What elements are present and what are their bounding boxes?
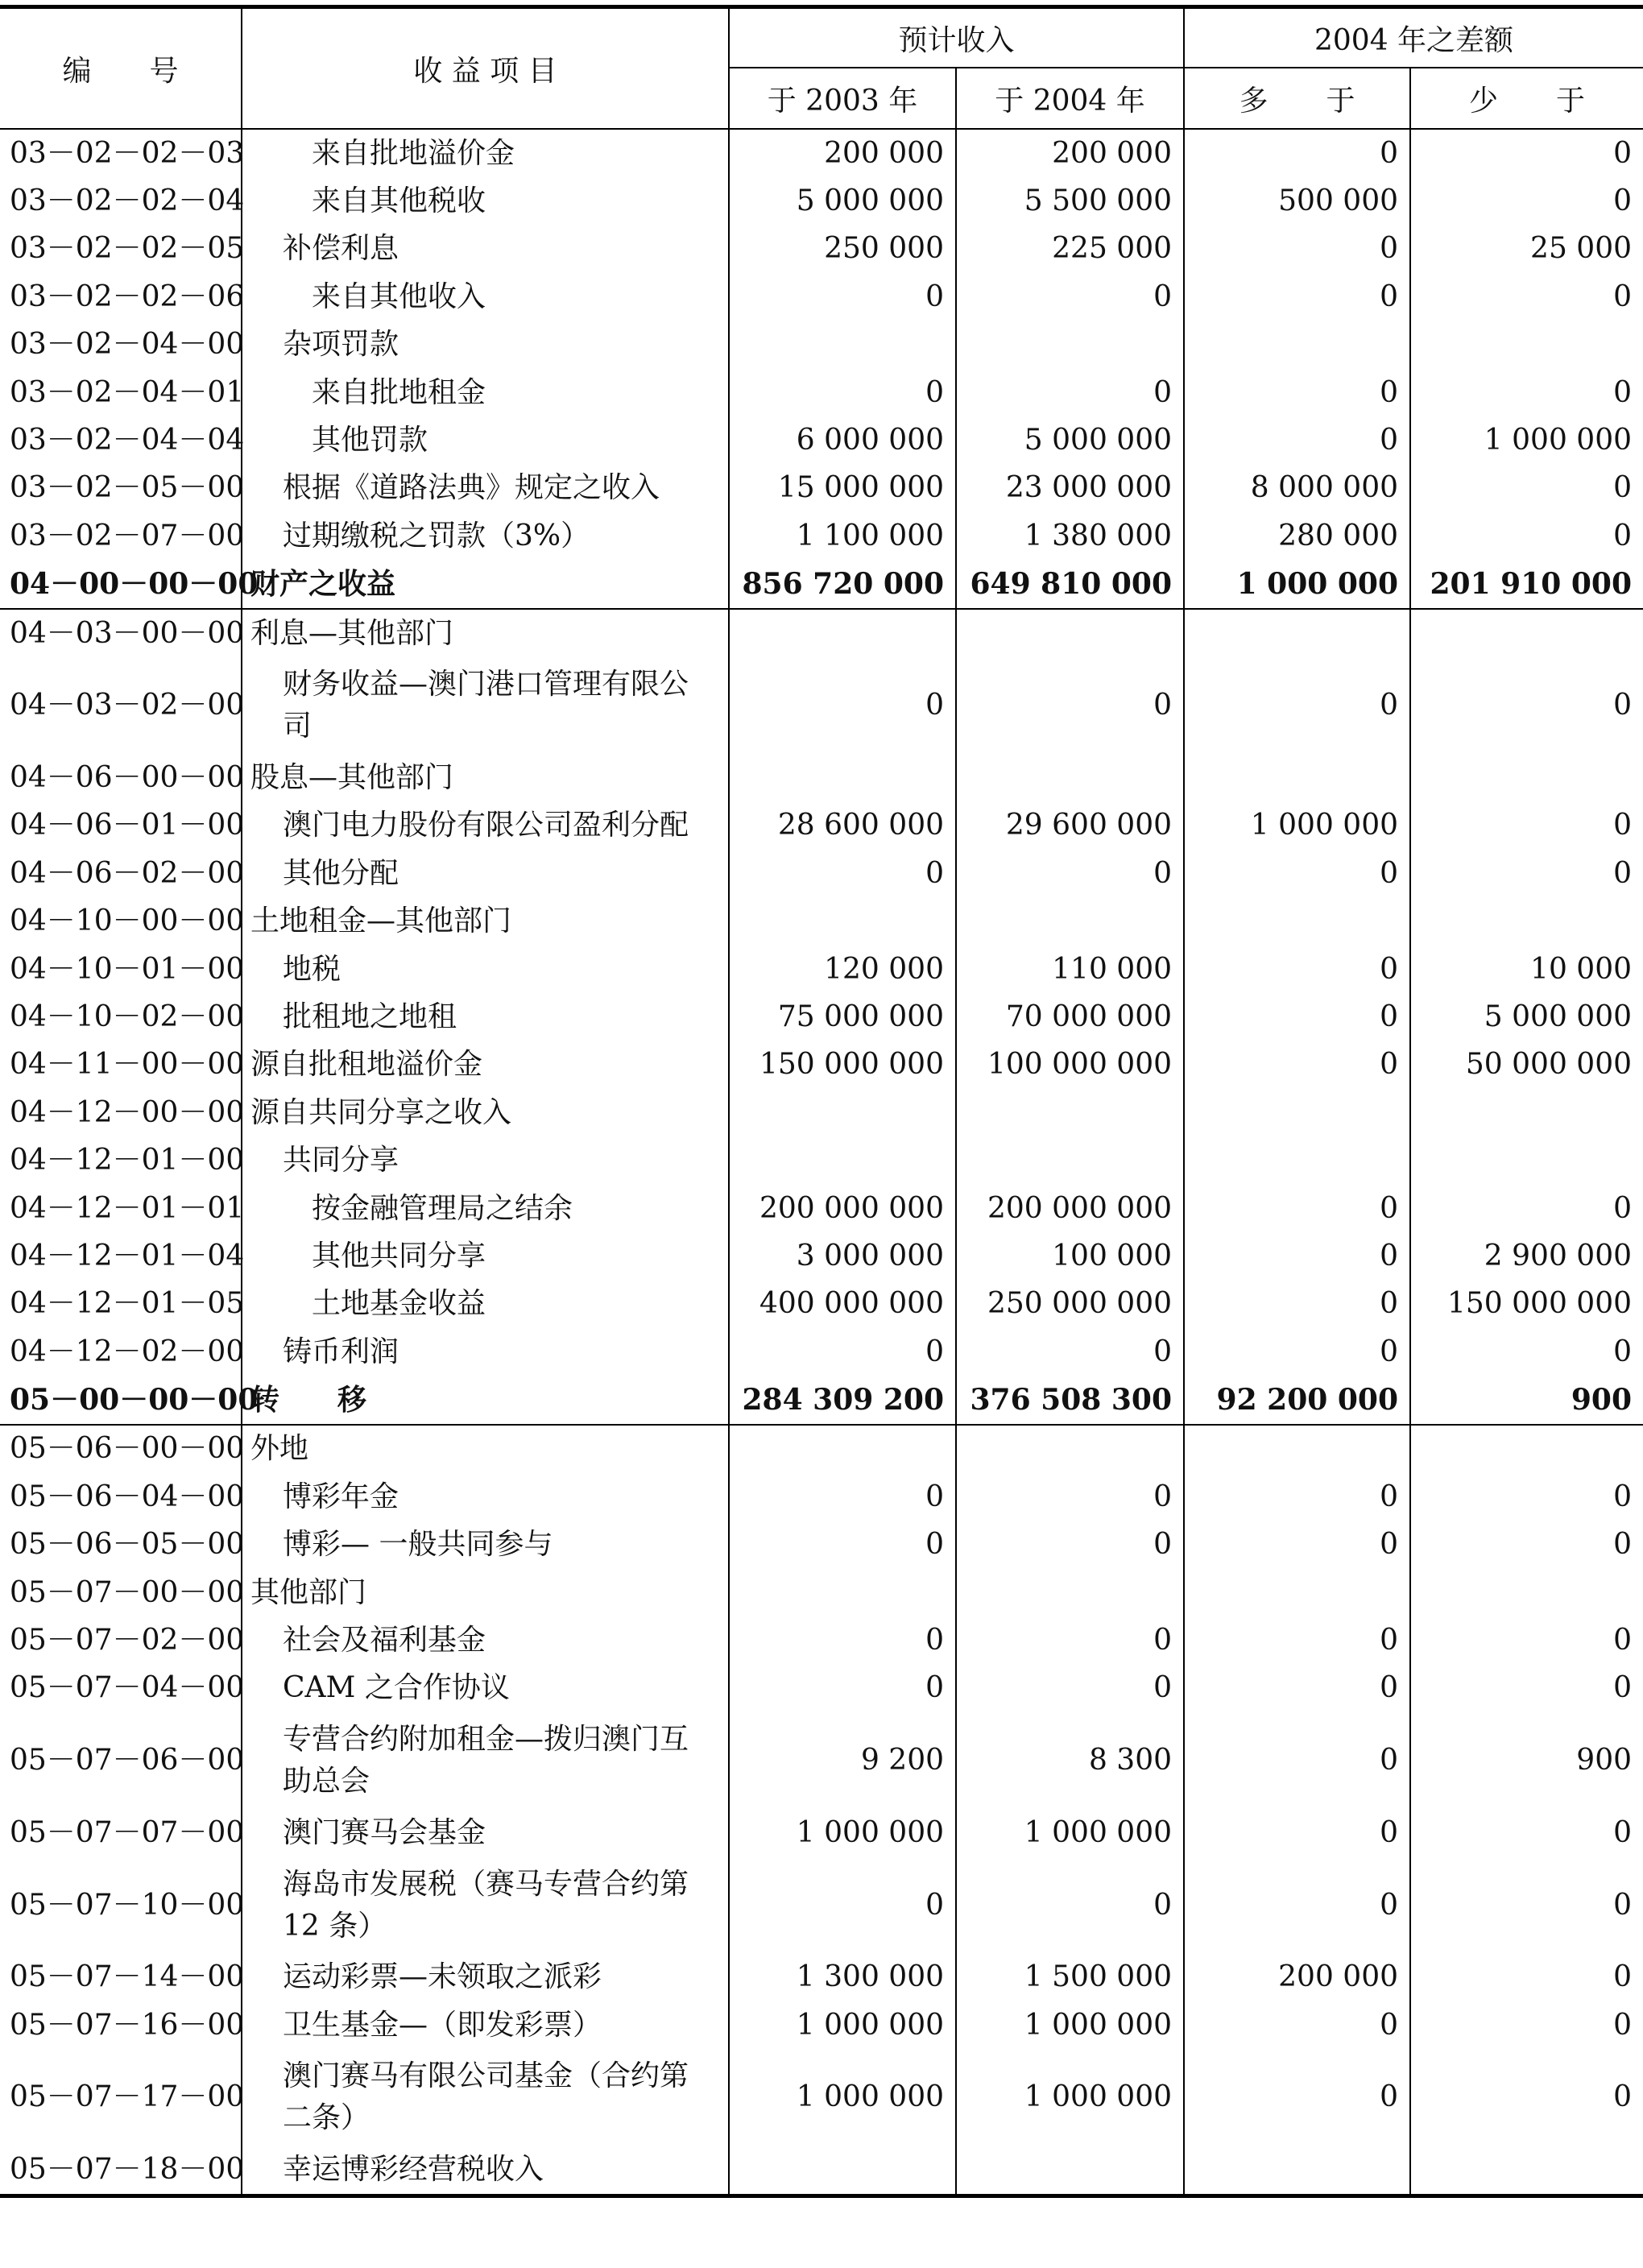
row-code: 04－10－00－00 xyxy=(0,897,242,945)
row-forecast-2003: 400 000 000 xyxy=(729,1281,956,1328)
row-forecast-2003 xyxy=(729,609,956,657)
row-diff-more xyxy=(1184,754,1410,801)
row-diff-less: 201 910 000 xyxy=(1410,561,1643,609)
row-forecast-2003 xyxy=(729,1425,956,1473)
row-code: 03－02－04－04 xyxy=(0,416,242,464)
row-forecast-2003: 75 000 000 xyxy=(729,993,956,1041)
table-row xyxy=(0,273,1643,321)
row-diff-less: 0 xyxy=(1613,136,1633,170)
row-forecast-2003: 15 000 000 xyxy=(729,465,956,512)
row-code: 05－07－18－00 xyxy=(0,2146,242,2196)
row-item: 转 移 xyxy=(242,1376,729,1424)
row-diff-less xyxy=(1410,754,1643,801)
table-row xyxy=(0,129,1643,177)
row-diff-less: 0 xyxy=(1613,471,1633,505)
table-row xyxy=(0,321,1643,369)
row-forecast-2003: 120 000 xyxy=(729,946,956,993)
row-forecast-2003: 1 000 000 xyxy=(729,2049,956,2146)
row-diff-more: 0 xyxy=(1184,850,1410,897)
row-item: 来自批地租金 xyxy=(242,369,729,416)
header-2004: 于 2004 年 xyxy=(956,68,1184,129)
row-code: 03－02－07－00 xyxy=(0,512,242,560)
row-diff-more: 1 000 000 xyxy=(1184,561,1410,609)
table-row xyxy=(0,1425,1643,1473)
row-forecast-2004: 0 xyxy=(956,1328,1184,1376)
row-item: 源自批租地溢价金 xyxy=(242,1041,729,1089)
row-item: 利息—其他部门 xyxy=(242,609,729,657)
row-forecast-2004: 5 500 000 xyxy=(956,177,1184,225)
row-diff-less: 2 900 000 xyxy=(1484,1239,1633,1273)
row-forecast-2004: 100 000 xyxy=(956,1232,1184,1280)
row-diff-less: 0 xyxy=(1613,1528,1633,1562)
row-forecast-2003: 200 000 xyxy=(729,129,956,177)
row-diff-less: 0 xyxy=(1613,1480,1633,1513)
row-forecast-2003: 0 xyxy=(729,1857,956,1954)
table-row xyxy=(0,993,1643,1041)
row-diff-more: 280 000 xyxy=(1184,512,1410,560)
row-item: CAM 之合作协议 xyxy=(242,1665,729,1712)
row-forecast-2003: 6 000 000 xyxy=(729,416,956,464)
table-row xyxy=(0,1857,1643,1954)
row-diff-less: 0 xyxy=(1613,1671,1633,1705)
row-diff-more xyxy=(1184,609,1410,657)
row-diff-more: 8 000 000 xyxy=(1184,465,1410,512)
row-forecast-2003 xyxy=(729,754,956,801)
row-item: 来自其他税收 xyxy=(242,177,729,225)
row-item: 澳门赛马会基金 xyxy=(242,1809,729,1856)
row-code: 05－07－14－00 xyxy=(0,1954,242,2001)
table-row xyxy=(0,416,1643,464)
table-row xyxy=(0,465,1643,512)
table-row xyxy=(0,226,1643,273)
row-forecast-2004 xyxy=(956,754,1184,801)
row-diff-more xyxy=(1184,1136,1410,1184)
row-forecast-2004: 100 000 000 xyxy=(956,1041,1184,1089)
row-diff-more: 0 xyxy=(1184,369,1410,416)
row-forecast-2003: 0 xyxy=(729,657,956,754)
row-item: 批租地之地租 xyxy=(242,993,729,1041)
row-diff-more: 0 xyxy=(1184,1281,1410,1328)
row-diff-more: 0 xyxy=(1184,1857,1410,1954)
row-code: 05－07－07－00 xyxy=(0,1809,242,1856)
row-item: 社会及福利基金 xyxy=(242,1616,729,1664)
row-forecast-2003: 0 xyxy=(729,1616,956,1664)
row-forecast-2004 xyxy=(956,2146,1184,2196)
row-forecast-2003 xyxy=(729,1569,956,1616)
row-diff-less: 0 xyxy=(1613,279,1633,313)
row-forecast-2004: 110 000 xyxy=(956,946,1184,993)
table-row xyxy=(0,1521,1643,1569)
row-code: 05－07－00－00 xyxy=(0,1569,242,1616)
row-forecast-2003: 1 000 000 xyxy=(729,1809,956,1856)
table-row xyxy=(0,1328,1643,1376)
row-code: 05－07－02－00 xyxy=(0,1616,242,1664)
row-diff-less: 0 xyxy=(1613,1335,1633,1368)
row-item: 财务收益—澳门港口管理有限公司 xyxy=(242,657,729,754)
row-diff-less xyxy=(1410,897,1643,945)
row-forecast-2004: 1 000 000 xyxy=(956,2049,1184,2146)
row-diff-less: 10 000 xyxy=(1530,952,1633,986)
row-code: 04－06－00－00 xyxy=(0,754,242,801)
row-forecast-2004 xyxy=(956,609,1184,657)
row-item: 幸运博彩经营税收入 xyxy=(242,2146,729,2196)
row-forecast-2004: 0 xyxy=(956,1857,1184,1954)
table-row xyxy=(0,2049,1643,2146)
row-code: 04－12－01－04 xyxy=(0,1232,242,1280)
row-code: 05－07－16－00 xyxy=(0,2001,242,2049)
table-row xyxy=(0,850,1643,897)
row-forecast-2004: 0 xyxy=(956,1473,1184,1521)
row-forecast-2004 xyxy=(956,897,1184,945)
row-forecast-2003: 0 xyxy=(729,369,956,416)
row-item: 来自批地溢价金 xyxy=(242,129,729,177)
row-diff-less: 50 000 000 xyxy=(1465,1048,1633,1082)
header-more: 多 于 xyxy=(1184,68,1410,129)
row-diff-more: 0 xyxy=(1184,1041,1410,1089)
row-diff-less: 0 xyxy=(1613,2008,1633,2042)
table-row xyxy=(0,1809,1643,1856)
row-diff-less: 25 000 xyxy=(1530,232,1633,266)
row-forecast-2003: 0 xyxy=(729,1473,956,1521)
row-diff-less: 0 xyxy=(1613,2080,1633,2114)
row-item: 根据《道路法典》规定之收入 xyxy=(242,465,729,512)
row-forecast-2004 xyxy=(956,1425,1184,1473)
row-forecast-2004 xyxy=(956,1089,1184,1136)
table-row xyxy=(0,1569,1643,1616)
row-forecast-2004: 200 000 000 xyxy=(956,1185,1184,1232)
row-code: 04－12－01－01 xyxy=(0,1185,242,1232)
row-diff-less xyxy=(1410,609,1643,657)
row-diff-less xyxy=(1410,1089,1643,1136)
table-row xyxy=(0,1281,1643,1328)
row-forecast-2004: 0 xyxy=(956,1521,1184,1569)
row-forecast-2003: 0 xyxy=(729,1328,956,1376)
row-item: 铸币利润 xyxy=(242,1328,729,1376)
row-forecast-2004: 0 xyxy=(956,369,1184,416)
revenue-table xyxy=(0,5,1643,2198)
row-diff-less: 150 000 000 xyxy=(1446,1287,1633,1321)
row-item: 补偿利息 xyxy=(242,226,729,273)
table-row xyxy=(0,177,1643,225)
row-forecast-2004: 250 000 000 xyxy=(956,1281,1184,1328)
row-diff-more xyxy=(1184,1089,1410,1136)
row-diff-more: 1 000 000 xyxy=(1184,802,1410,850)
row-item: 卫生基金—（即发彩票） xyxy=(242,2001,729,2049)
row-forecast-2004 xyxy=(956,1569,1184,1616)
row-forecast-2004: 0 xyxy=(956,1616,1184,1664)
row-forecast-2004: 1 000 000 xyxy=(956,2001,1184,2049)
row-forecast-2004: 1 380 000 xyxy=(956,512,1184,560)
row-code: 05－06－05－00 xyxy=(0,1521,242,1569)
row-diff-more: 0 xyxy=(1184,129,1410,177)
row-diff-less: 0 xyxy=(1613,184,1633,218)
row-item: 博彩年金 xyxy=(242,1473,729,1521)
row-forecast-2004: 1 000 000 xyxy=(956,1809,1184,1856)
row-forecast-2004: 5 000 000 xyxy=(956,416,1184,464)
row-code: 03－02－05－00 xyxy=(0,465,242,512)
row-forecast-2003: 0 xyxy=(729,1665,956,1712)
table-row xyxy=(0,2001,1643,2049)
header-forecast: 预计收入 xyxy=(729,7,1184,68)
row-code: 05－07－10－00 xyxy=(0,1857,242,1954)
row-item: 专营合约附加租金—拨归澳门互助总会 xyxy=(242,1712,729,1809)
row-diff-less: 0 xyxy=(1613,1191,1633,1225)
row-diff-less: 0 xyxy=(1613,375,1633,409)
row-diff-more: 92 200 000 xyxy=(1184,1376,1410,1424)
row-item: 过期缴税之罚款（3%） xyxy=(242,512,729,560)
row-diff-less: 0 xyxy=(1613,1888,1633,1922)
row-code: 04－06－02－00 xyxy=(0,850,242,897)
row-code: 03－02－02－05 xyxy=(0,226,242,273)
row-forecast-2003: 0 xyxy=(729,273,956,321)
row-forecast-2003 xyxy=(729,1089,956,1136)
row-item: 来自其他收入 xyxy=(242,273,729,321)
row-diff-more xyxy=(1184,1569,1410,1616)
row-code: 04－12－02－00 xyxy=(0,1328,242,1376)
row-forecast-2003: 284 309 200 xyxy=(729,1376,956,1424)
row-forecast-2003 xyxy=(729,897,956,945)
row-code: 04－12－01－05 xyxy=(0,1281,242,1328)
table-row xyxy=(0,561,1643,609)
row-forecast-2003: 150 000 000 xyxy=(729,1041,956,1089)
table-row xyxy=(0,1376,1643,1424)
row-item: 博彩— 一般共同参与 xyxy=(242,1521,729,1569)
row-diff-less: 900 xyxy=(1410,1376,1643,1424)
row-diff-more: 0 xyxy=(1184,1473,1410,1521)
row-diff-more: 0 xyxy=(1184,993,1410,1041)
row-diff-more: 200 000 xyxy=(1184,1954,1410,2001)
row-diff-less: 0 xyxy=(1613,519,1633,553)
row-diff-less xyxy=(1410,1425,1643,1473)
row-diff-less xyxy=(1410,1569,1643,1616)
row-code: 04－10－01－00 xyxy=(0,946,242,993)
row-item: 按金融管理局之结余 xyxy=(242,1185,729,1232)
table-body xyxy=(0,129,1643,2196)
table-row xyxy=(0,657,1643,754)
table-row xyxy=(0,1712,1643,1809)
row-item: 共同分享 xyxy=(242,1136,729,1184)
row-diff-less xyxy=(1410,1136,1643,1184)
row-diff-less: 0 xyxy=(1613,856,1633,890)
row-forecast-2003 xyxy=(729,2146,956,2196)
row-forecast-2004: 376 508 300 xyxy=(956,1376,1184,1424)
row-item: 海岛市发展税（赛马专营合约第 12 条） xyxy=(242,1857,729,1954)
row-item: 财产之收益 xyxy=(242,561,729,609)
row-code: 04－11－00－00 xyxy=(0,1041,242,1089)
row-item: 杂项罚款 xyxy=(242,321,729,369)
row-item: 澳门电力股份有限公司盈利分配 xyxy=(242,802,729,850)
row-forecast-2003: 250 000 xyxy=(729,226,956,273)
header-item: 收 益 项 目 xyxy=(242,7,729,130)
table-row xyxy=(0,1473,1643,1521)
row-forecast-2004: 225 000 xyxy=(956,226,1184,273)
row-code: 03－02－04－01 xyxy=(0,369,242,416)
row-item: 外地 xyxy=(242,1425,729,1473)
row-diff-more: 0 xyxy=(1184,1809,1410,1856)
row-code: 03－02－02－04 xyxy=(0,177,242,225)
row-diff-more xyxy=(1184,1425,1410,1473)
row-forecast-2003: 0 xyxy=(729,850,956,897)
row-diff-less: 0 xyxy=(1613,689,1633,722)
row-item: 运动彩票—未领取之派彩 xyxy=(242,1954,729,2001)
row-diff-more: 0 xyxy=(1184,1232,1410,1280)
header-less: 少 于 xyxy=(1410,68,1643,129)
row-item: 源自共同分享之收入 xyxy=(242,1089,729,1136)
row-code: 03－02－02－03 xyxy=(0,129,242,177)
row-forecast-2003: 1 000 000 xyxy=(729,2001,956,2049)
row-forecast-2004: 1 500 000 xyxy=(956,1954,1184,2001)
table-row xyxy=(0,512,1643,560)
row-code: 04－12－01－00 xyxy=(0,1136,242,1184)
row-code: 05－00－00－00 xyxy=(0,1376,242,1424)
row-forecast-2004: 200 000 xyxy=(956,129,1184,177)
row-forecast-2003: 5 000 000 xyxy=(729,177,956,225)
row-diff-more: 0 xyxy=(1184,1328,1410,1376)
row-forecast-2003: 9 200 xyxy=(729,1712,956,1809)
row-diff-more: 0 xyxy=(1184,1185,1410,1232)
table-row xyxy=(0,1185,1643,1232)
row-forecast-2003: 1 300 000 xyxy=(729,1954,956,2001)
row-forecast-2003: 1 100 000 xyxy=(729,512,956,560)
row-code: 05－07－04－00 xyxy=(0,1665,242,1712)
row-forecast-2003: 856 720 000 xyxy=(729,561,956,609)
row-forecast-2004: 29 600 000 xyxy=(956,802,1184,850)
row-forecast-2003 xyxy=(729,1136,956,1184)
row-diff-more xyxy=(1184,321,1410,369)
row-code: 05－06－04－00 xyxy=(0,1473,242,1521)
header-diff: 2004 年之差额 xyxy=(1184,7,1643,68)
row-diff-more: 0 xyxy=(1184,2049,1410,2146)
header-2003: 于 2003 年 xyxy=(729,68,956,129)
row-code: 03－02－04－00 xyxy=(0,321,242,369)
table-row xyxy=(0,1954,1643,2001)
row-diff-less: 900 xyxy=(1576,1744,1633,1778)
row-code: 04－12－00－00 xyxy=(0,1089,242,1136)
row-diff-more: 0 xyxy=(1184,1616,1410,1664)
row-forecast-2004: 0 xyxy=(956,850,1184,897)
row-code: 04－00－00－00 xyxy=(0,561,242,609)
table-row xyxy=(0,2146,1643,2196)
row-diff-more: 0 xyxy=(1184,1712,1410,1809)
row-diff-more xyxy=(1184,2146,1410,2196)
row-forecast-2004: 23 000 000 xyxy=(956,465,1184,512)
row-diff-less: 0 xyxy=(1613,1960,1633,1994)
row-diff-less: 1 000 000 xyxy=(1484,424,1633,457)
row-item: 其他共同分享 xyxy=(242,1232,729,1280)
row-forecast-2004: 0 xyxy=(956,657,1184,754)
table-row xyxy=(0,1041,1643,1089)
row-diff-more: 0 xyxy=(1184,416,1410,464)
row-code: 04－03－00－00 xyxy=(0,609,242,657)
row-forecast-2004: 70 000 000 xyxy=(956,993,1184,1041)
row-forecast-2004: 8 300 xyxy=(956,1712,1184,1809)
table-row xyxy=(0,946,1643,993)
row-item: 其他分配 xyxy=(242,850,729,897)
row-diff-more: 0 xyxy=(1184,657,1410,754)
row-diff-more: 0 xyxy=(1184,273,1410,321)
row-diff-more: 0 xyxy=(1184,2001,1410,2049)
row-code: 04－03－02－00 xyxy=(0,657,242,754)
row-code: 05－07－06－00 xyxy=(0,1712,242,1809)
row-code: 03－02－02－06 xyxy=(0,273,242,321)
row-forecast-2004: 0 xyxy=(956,273,1184,321)
header-code: 编 号 xyxy=(0,7,242,130)
table-row xyxy=(0,1665,1643,1712)
table-row xyxy=(0,802,1643,850)
row-forecast-2003: 28 600 000 xyxy=(729,802,956,850)
row-forecast-2003: 3 000 000 xyxy=(729,1232,956,1280)
row-item: 澳门赛马有限公司基金（合约第二条） xyxy=(242,2049,729,2146)
table-row xyxy=(0,897,1643,945)
row-diff-less xyxy=(1410,321,1643,369)
row-diff-more: 0 xyxy=(1184,946,1410,993)
row-code: 04－10－02－00 xyxy=(0,993,242,1041)
table-row xyxy=(0,1232,1643,1280)
row-item: 土地租金—其他部门 xyxy=(242,897,729,945)
table-row xyxy=(0,609,1643,657)
table-row xyxy=(0,1616,1643,1664)
row-diff-less: 0 xyxy=(1613,1815,1633,1849)
row-forecast-2003: 200 000 000 xyxy=(729,1185,956,1232)
row-forecast-2004 xyxy=(956,321,1184,369)
row-forecast-2004 xyxy=(956,1136,1184,1184)
row-diff-more: 0 xyxy=(1184,1521,1410,1569)
row-item: 地税 xyxy=(242,946,729,993)
row-diff-less xyxy=(1410,2146,1643,2196)
row-item: 其他罚款 xyxy=(242,416,729,464)
table-row xyxy=(0,754,1643,801)
row-code: 05－07－17－00 xyxy=(0,2049,242,2146)
row-forecast-2003: 0 xyxy=(729,1521,956,1569)
row-code: 04－06－01－00 xyxy=(0,802,242,850)
row-forecast-2003 xyxy=(729,321,956,369)
row-code: 05－06－00－00 xyxy=(0,1425,242,1473)
row-diff-less: 0 xyxy=(1613,1624,1633,1658)
table-header xyxy=(0,7,1643,130)
row-forecast-2004: 649 810 000 xyxy=(956,561,1184,609)
row-forecast-2004: 0 xyxy=(956,1665,1184,1712)
row-diff-more xyxy=(1184,897,1410,945)
table-row xyxy=(0,1089,1643,1136)
table-row xyxy=(0,1136,1643,1184)
row-item: 其他部门 xyxy=(242,1569,729,1616)
table-row xyxy=(0,369,1643,416)
row-diff-more: 500 000 xyxy=(1184,177,1410,225)
row-diff-less: 5 000 000 xyxy=(1484,999,1633,1033)
row-diff-less: 0 xyxy=(1613,809,1633,842)
row-diff-more: 0 xyxy=(1184,226,1410,273)
row-item: 股息—其他部门 xyxy=(242,754,729,801)
row-item: 土地基金收益 xyxy=(242,1281,729,1328)
row-diff-more: 0 xyxy=(1184,1665,1410,1712)
